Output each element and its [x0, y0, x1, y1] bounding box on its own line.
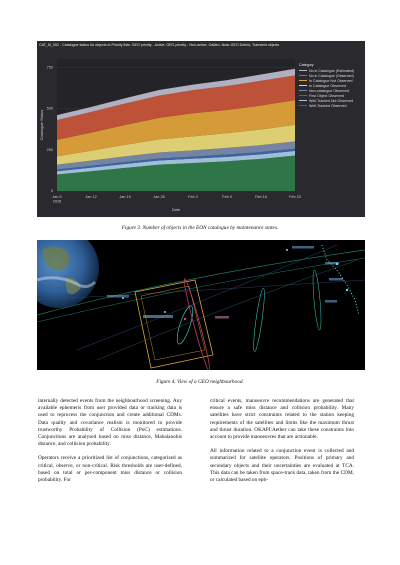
satellite-marker: [286, 249, 288, 251]
paragraph: Operators receive a prioritized list of conjunctions, categorized as critical, observe, or non-critical. Risk thresholds are user-defined, based on total or per-component miss distance or collision probability. For: [38, 455, 182, 484]
legend-label: No in Catalogue (Estimated): [309, 68, 355, 73]
geo-neighbourhood-view: [37, 240, 365, 370]
legend-swatch: [299, 75, 307, 77]
x-tick-label: Feb 16: [255, 195, 267, 199]
legend-swatch: [299, 100, 307, 102]
object-label: [325, 262, 339, 265]
legend-swatch: [299, 90, 307, 92]
paragraph: All information related to a conjunction event is collected and summarized for satellite operators. Positions of primary and secondary objects and their uncertainties are evaluated at TCA. This data can be taken from space-track data, taken from the CDM, or calculated based on eph-: [210, 448, 354, 484]
satellite-marker: [346, 289, 348, 291]
object-label: [329, 278, 343, 281]
x-tick-label: 2026: [52, 199, 62, 204]
legend-item: [299, 103, 363, 108]
legend-label: No in Catalogue (Observed): [309, 73, 354, 78]
legend-swatch: [299, 70, 307, 72]
y-tick-label: 0: [50, 189, 53, 194]
object-label: [292, 246, 314, 249]
y-tick-label: 750: [46, 65, 53, 70]
legend-label: First Object Observed: [309, 93, 344, 98]
object-label: [107, 295, 129, 298]
paragraph: internally detected events from the neighbourhood screening. Any available ephemeris from user provided data or tracking data is used to reprocess the conjunction and create additional CDMs. Data quality and covariance realism is monitored to provide trustworthy Probability of Collision (PoC) estimations. Conjunctions are analysed based on miss distance, Mahalanobis distance, and collision probability.: [38, 398, 182, 448]
y-axis-label: Catalogue Status: [39, 109, 44, 141]
legend-swatch: [299, 80, 307, 82]
figure-4-caption: Figure 4. View of a GEO neighbourhood.: [156, 379, 244, 385]
object-label: [143, 315, 173, 318]
legend-label: In Catalogue Observed: [309, 83, 346, 88]
satellite-marker: [164, 311, 166, 313]
object-label: [325, 300, 337, 303]
catalogue-status-chart: [37, 41, 365, 217]
figure-3-caption: Figure 3. Number of objects in the EON catalogue by maintenance states.: [121, 225, 279, 231]
legend-label: Well-Tracked Not Observed: [309, 98, 354, 103]
legend-label: In Catalogue Not Observed: [309, 78, 353, 83]
paragraph: critical events, manoeuvre recommendations are generated that ensure a safe miss distance and collision probability. Many satellites have strict constraints related to the station keeping requirements of the satellites and limits like the maximum thrust and thrust duration. OKAPI:Aether can take these constraints into account to provide manoeuvres that are actionable.: [210, 398, 354, 441]
x-tick-label: Jan 5: [52, 195, 62, 199]
legend-swatch: [299, 105, 307, 107]
object-label: [215, 316, 229, 319]
right-column: [210, 398, 354, 491]
uncertainty-ellipse: [252, 288, 267, 352]
x-tick-label: Jan 12: [85, 195, 97, 199]
geo-scene: [37, 240, 365, 370]
legend-item: [299, 73, 363, 78]
chart-legend: [299, 63, 363, 108]
x-axis-label: Date: [171, 207, 181, 212]
chart-title: CAT_M_002 - Catalogue status for objects in Priority lists: GEO priority - Active, GEO priority - Non-active, Galileo, Near-GEO Debris, Transient objects: [39, 43, 280, 47]
legend-swatch: [299, 95, 307, 97]
legend-label: Non-catalogue Observed: [309, 88, 349, 93]
satellite-marker: [184, 318, 186, 320]
track-line: [97, 260, 357, 360]
x-tick-label: Feb 9: [222, 195, 232, 199]
y-tick-label: 500: [46, 106, 53, 111]
legend-swatch: [299, 85, 307, 87]
legend-label: Well-Tracked Observed: [309, 103, 347, 108]
legend-title: Category: [299, 63, 314, 67]
x-tick-label: Feb 2: [188, 195, 198, 199]
neighbourhood-box-inner: [141, 286, 205, 360]
uncertainty-ellipse: [311, 270, 322, 330]
x-tick-label: Feb 23: [289, 195, 301, 199]
x-tick-label: Jan 19: [119, 195, 131, 199]
x-tick-label: Jan 26: [153, 195, 165, 199]
left-column: [38, 398, 182, 491]
y-tick-label: 250: [46, 147, 53, 152]
legend-item: [299, 68, 363, 73]
